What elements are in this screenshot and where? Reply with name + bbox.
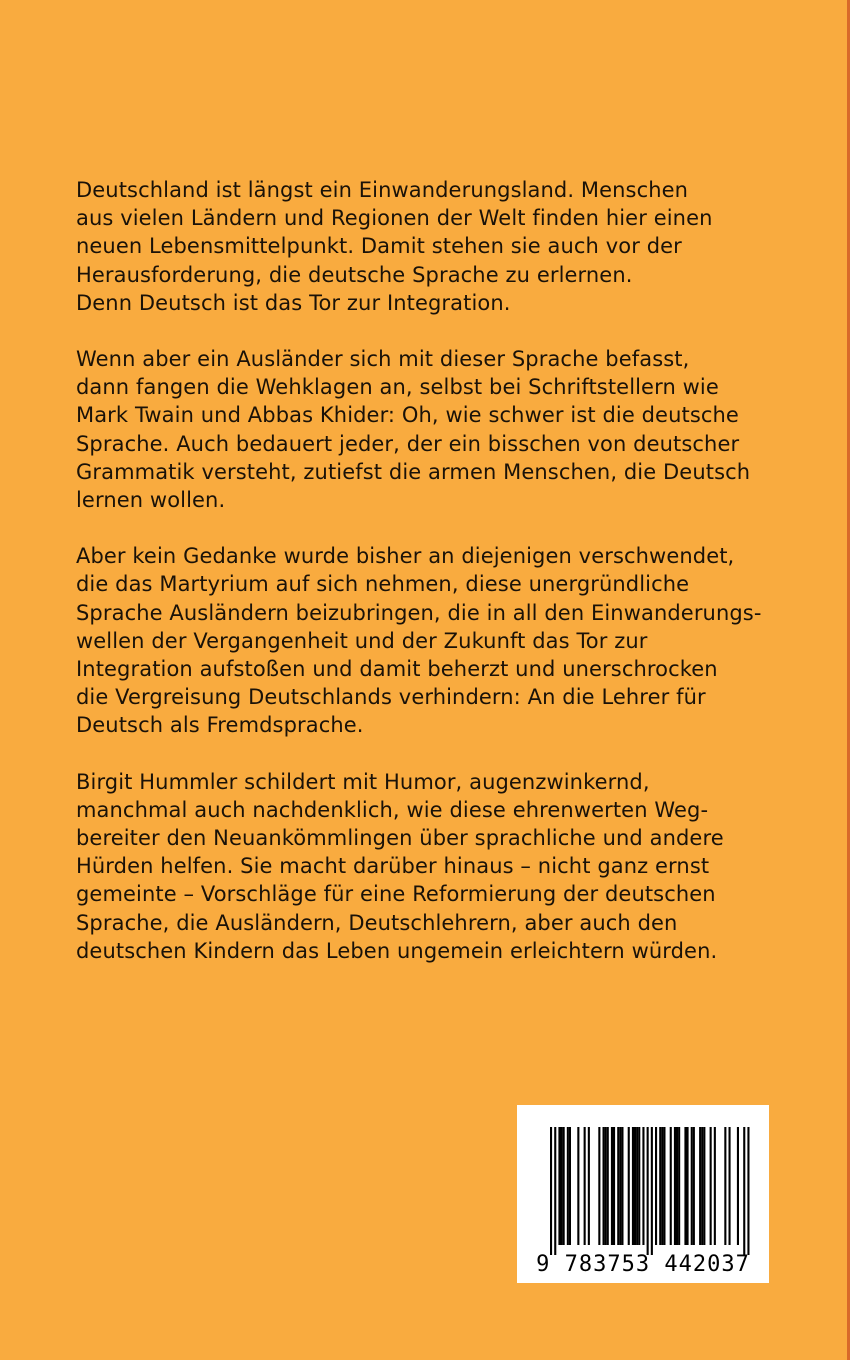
barcode-bar (663, 1127, 665, 1245)
barcode-bar (659, 1127, 661, 1245)
barcode-bar (632, 1127, 634, 1245)
barcode-bar (699, 1127, 701, 1245)
barcode-bar (729, 1127, 731, 1245)
barcode-bar (670, 1127, 672, 1245)
barcode-bar (647, 1127, 649, 1255)
blurb-text (76, 176, 796, 993)
barcode-bar (617, 1127, 619, 1245)
barcode-bar (724, 1127, 726, 1245)
barcode-bar (619, 1127, 621, 1245)
barcode-bar (703, 1127, 705, 1245)
barcode-bar (691, 1127, 693, 1245)
barcode-bar (661, 1127, 663, 1245)
barcode-bar (674, 1127, 676, 1245)
barcode-bar (678, 1127, 680, 1245)
barcode-bar (714, 1127, 716, 1245)
barcode-bars (517, 1105, 769, 1255)
barcode-bar (747, 1127, 749, 1255)
blurb-paragraph-3: Aber kein Gedanke wurde bisher an diejenigen verschwendet, die das Martyrium auf sich nehmen, diese unergründliche Sprache Ausländern beizubringen, die in all den Einwanderungs- wellen der Vergangenheit und der Zukunft das Tor zur Integration aufstoßen und damit beherzt und unerschrocken die Vergreisung Deutschlands verhindern: An die Lehrer für Deutsch als Fremdsprache. (76, 544, 762, 738)
barcode-bar (563, 1127, 565, 1245)
isbn-number: 9 783753 442037 (536, 1252, 750, 1277)
blurb-paragraph-2: Wenn aber ein Ausländer sich mit dieser Sprache befasst, dann fangen die Wehklagen an, selbst bei Schriftstellern wie Mark Twain und Abbas Khider: Oh, wie schwer ist die deutsche Sprache. Auch bedauert jeder, der ein bisschen von deutscher Grammatik versteht, zutiefst die armen Menschen, die Deutsch lernen wollen. (76, 347, 751, 513)
blurb-paragraph-4: Birgit Hummler schildert mit Humor, augenzwinkernd, manchmal auch nachdenklich, wie diese ehrenwerten Weg- bereiter den Neuankömmlingen über sprachliche und andere Hürden helfen. Sie macht darüber hinaus – nicht ganz ernst gemeinte – Vorschläge für eine Reformierung der deutschen Sprache, die Ausländern, Deutschlehrern, aber auch den deutschen Kindern das Leben ungemein erleichtern würden. (76, 769, 724, 963)
barcode-bar (651, 1127, 653, 1255)
barcode-bar (550, 1127, 552, 1255)
barcode-bar (603, 1127, 605, 1245)
barcode-bar (743, 1127, 745, 1255)
barcode-bar (588, 1127, 590, 1245)
barcode-bar (628, 1127, 630, 1245)
barcode-bar (621, 1127, 623, 1245)
barcode-bar (655, 1127, 657, 1245)
barcode-bar (636, 1127, 638, 1245)
barcode-bar (567, 1127, 569, 1245)
barcode-bar (613, 1127, 615, 1245)
barcode-bar (634, 1127, 636, 1245)
barcode-bar (638, 1127, 640, 1245)
barcode-bar (684, 1127, 686, 1245)
barcode-bar (701, 1127, 703, 1245)
barcode-bar (611, 1127, 613, 1245)
barcode-bar (687, 1127, 689, 1245)
barcode-bar (584, 1127, 586, 1245)
blurb-paragraph-1: Deutschland ist längst ein Einwanderungsland. Menschen aus vielen Ländern und Regionen der Welt finden hier einen neuen Lebensmittelpunkt. Damit stehen sie auch vor der Herausforderung, die deutsche Sprache zu erlernen. Denn Deutsch ist das Tor zur Integration. (76, 178, 713, 315)
barcode-bar (737, 1127, 739, 1245)
barcode-bar (693, 1127, 695, 1245)
barcode-bar (561, 1127, 563, 1245)
isbn-barcode (517, 1105, 769, 1283)
barcode-bar (554, 1127, 556, 1255)
barcode-bar (605, 1127, 607, 1245)
barcode-bar (607, 1127, 609, 1245)
barcode-bar (598, 1127, 600, 1245)
barcode-bar (577, 1127, 579, 1245)
barcode-bar (642, 1127, 644, 1245)
barcode-bar (558, 1127, 560, 1245)
barcode-bar (710, 1127, 712, 1245)
barcode-bar (676, 1127, 678, 1245)
barcode-bar (569, 1127, 571, 1245)
